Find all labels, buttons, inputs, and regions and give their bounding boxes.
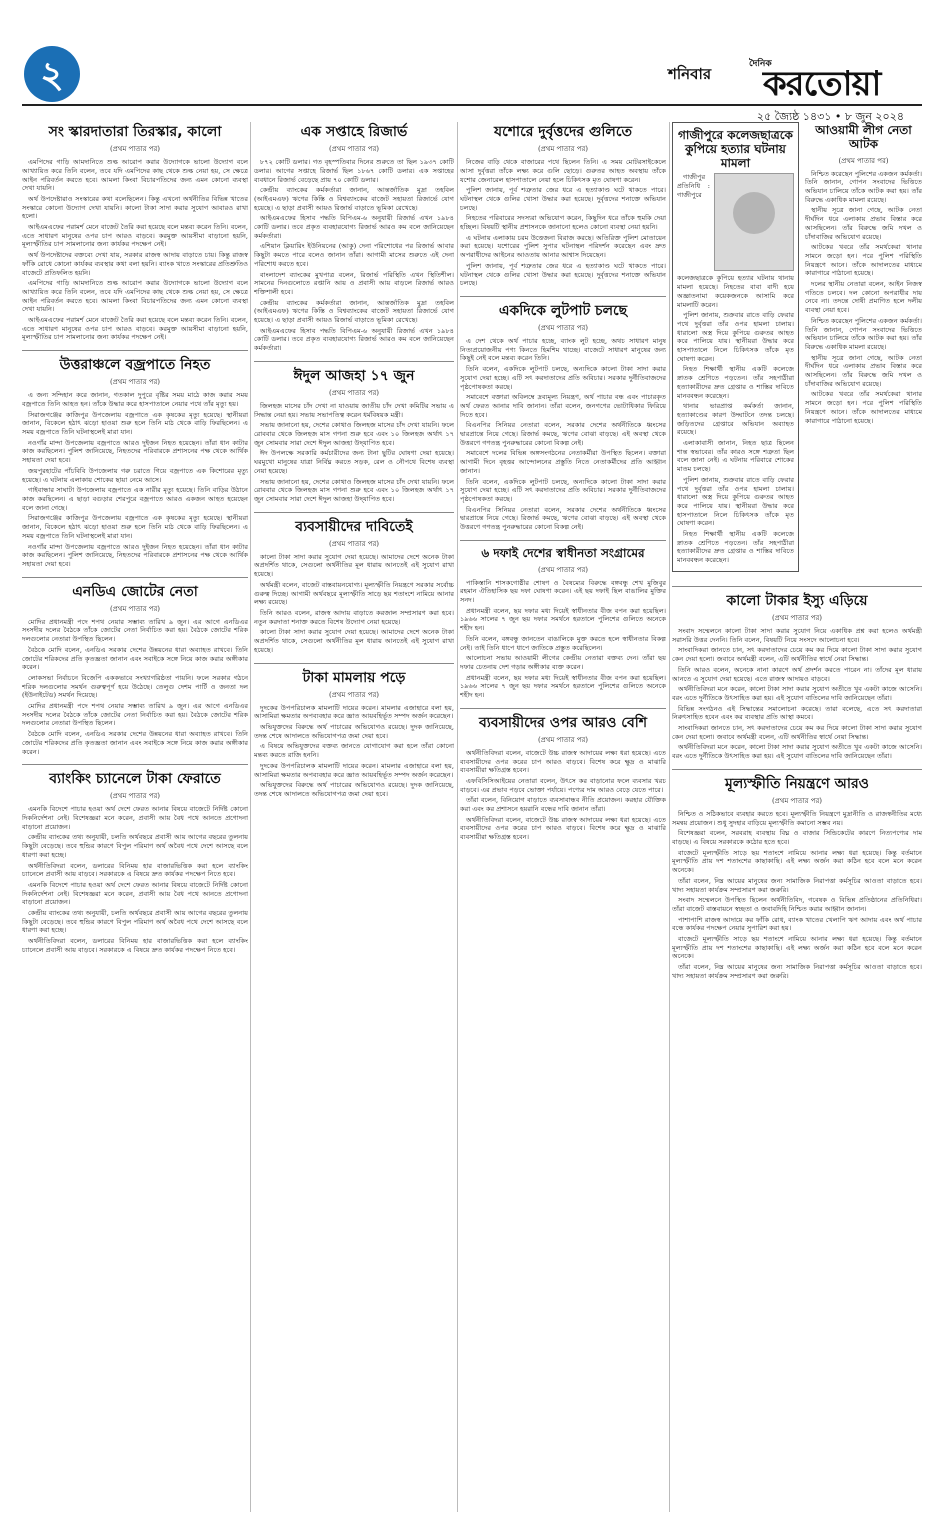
story-jessore-shooting [460,124,666,288]
story-reserve [254,124,454,353]
story-body [254,158,454,353]
story-continuation: (প্রথম পাতার পর) [537,565,589,574]
paragraph: অর্থমন্ত্রী বলেন, বাজেট বাস্তবায়নযোগ্য। মূল্যস্ফীতি নিয়ন্ত্রণে সরকার সর্বোচ্চ গুরুত্ব দিচ্ছে। আগামী অর্থবছরে মূল্যস্ফীতি সাড়ে ছয় শতাংশে নামিয়ে আনার লক্ষ্য রয়েছে। [254,580,454,607]
paragraph: বিএনপির সিনিয়র নেতারা বলেন, সরকার দেশের অর্থনীতিকে ধ্বংসের দ্বারপ্রান্তে নিয়ে গেছে। রিজার্ভ কমছে, ঋণের বোঝা বাড়ছে। এই অবস্থা থেকে উত্তরণে গণতন্ত্র পুনরুদ্ধারের কোনো বিকল্প নেই। [460,505,666,532]
paragraph: আইএমএফের পরামর্শ মেনে বাজেট তৈরি করা হয়েছে বলে মন্তব্য করেন তিনি। বলেন, এতে সাধারণ মানুষের ওপর চাপ আরও বাড়বে। করমুক্ত আয়সীমা বাড়ানো হয়নি, মূল্যস্ফীতির চাপ সামলানোর জন্য কার্যকর পদক্ষেপ নেই। [22,316,248,342]
story-money-case [254,670,454,799]
paragraph: অর্থনীতিবিদরা বলেন, ডলারের বিনিময় হার বাজারভিত্তিক করা হলে ব্যাংকিং চ্যানেলে প্রবাসী আয় বাড়বে। সরকারকে এ বিষয়ে দ্রুত কার্যকর পদক্ষেপ নিতে হবে। [22,861,248,879]
logo-title: করতোয়া [763,64,881,104]
paragraph: বৈঠকে মোদি বলেন, এনডিএ সরকার দেশের উন্নয়নের ধারা অব্যাহত রাখবে। তিনি জোটের শরিকদের প্রতি কৃতজ্ঞতা জানান এবং সবাইকে সঙ্গে নিয়ে কাজ করার অঙ্গীকার করেন। [22,730,248,756]
story-body [672,627,922,761]
paragraph: দলের স্থানীয় নেতারা বলেন, আইন নিজস্ব গতিতে চলবে। দল কোনো অপরাধীর দায় নেবে না। তদন্তে দোষী প্রমাণিত হলে দলীয় ব্যবস্থা নেয়া হবে। [805,280,922,315]
story-reform-criticism [22,124,248,342]
paragraph: তাঁরা বলেন, নিম্ন আয়ের মানুষের জন্য সামাজিক নিরাপত্তা কর্মসূচির আওতা বাড়াতে হবে। খাদ্য সহায়তা কার্যক্রম সম্প্রসারণ করা জরুরি। [672,963,922,980]
paragraph: প্রধানমন্ত্রী বলেন, ছয় দফার মধ্য দিয়েই স্বাধীনতার বীজ বপন করা হয়েছিল। ১৯৬৬ সালের ৭ জুন ছয় দফার সমর্থনে হরতালে পুলিশের গুলিতে অনেকে শহীদ হন। [460,606,666,633]
paragraph: সমাবেশে বক্তারা অবিলম্বে দ্রব্যমূল্য নিয়ন্ত্রণ, অর্থ পাচার বন্ধ এবং পাচারকৃত অর্থ ফেরত আনার দাবি জানান। তাঁরা বলেন, জনগণের ভোটাধিকার ফিরিয়ে দিতে হবে। [460,393,666,419]
paragraph: আটকের খবরে তাঁর সমর্থকেরা থানার সামনে জড়ো হন। পরে পুলিশ পরিস্থিতি নিয়ন্ত্রণে আনে। তাঁকে আদালতের মাধ্যমে কারাগারে পাঠানো হয়েছে। [805,390,922,425]
paragraph: পুলিশ জানায়, পূর্ব শত্রুতার জের ধরে এ হত্যাকাণ্ড ঘটে থাকতে পারে। ঘটনাস্থল থেকে গুলির খোসা উদ্ধার করা হয়েছে। দুর্বৃত্তদের শনাক্তে অভিযান চলছে। [460,261,666,288]
paragraph: বিভিন্ন সংগঠনও এই সিদ্ধান্তের সমালোচনা করেছে। তারা বলেছে, এতে সৎ করদাতারা নিরুৎসাহিত হবেন এবং কর ব্যবস্থার প্রতি আস্থা কমবে। [672,704,922,722]
story-eid [254,368,454,504]
story-continuation: (প্রথম পাতার পর) [537,145,589,154]
paragraph: এমনকি বিদেশে পাচার হওয়া অর্থ দেশে ফেরত আনার বিষয়ে বাজেটে নির্দিষ্ট কোনো দিকনির্দেশনা নেই। বিশেষজ্ঞরা মনে করেন, প্রবাসী আয় বৈধ পথে আনতে প্রণোদনা বাড়ানো প্রয়োজন। [22,805,248,831]
column-divider [669,122,670,1512]
paragraph: কেন্দ্রীয় ব্যাংকের তথ্য অনুযায়ী, চলতি অর্থবছরে প্রবাসী আয় আগের বছরের তুলনায় কিছুটা বেড়েছে। তবে হুন্ডির কারণে বিপুল পরিমাণ অর্থ অবৈধ পথে দেশে আসছে বলে ধারণা করা হচ্ছে। [22,909,248,935]
story-body [460,749,666,842]
paragraph: এমপিদের গাড়ি আমদানিতে শুল্ক আরোপ করার উদ্যোগকে ভালো উদ্যোগ বলে আখ্যায়িত করে তিনি বলেন, তবে যদি এমপিদের কাছ থেকে শুল্ক নেয়া হয়, সে ক্ষেত্রে আইন পরিবর্তন করতে হবে। আমলা কিংবা বিচারপতিদের জন্য এমন কোনো ব্যবস্থা দেখা যায়নি। [22,158,248,193]
story-headline: সং স্কারদাতারা তিরস্কার, কালো [48,124,222,140]
story-gazipur-murder [672,122,799,572]
paragraph: বাজেটে মূল্যস্ফীতি সাড়ে ছয় শতাংশে নামিয়ে আনার লক্ষ্য ধরা হয়েছে। কিন্তু বর্তমানে মূল্যস্ফীতি প্রায় দশ শতাংশের কাছাকাছি। এই লক্ষ্য অর্জন করা কঠিন হবে বলে মনে করেন অনেকে। [672,848,922,875]
paragraph: অর্থনীতিবিদরা বলেন, বাজেটে উচ্চ রাজস্ব আদায়ের লক্ষ্য ধরা হয়েছে। এতে ব্যবসায়ীদের ওপর করের চাপ আরও বাড়বে। বিশেষ করে ক্ষুদ্র ও মাঝারি ব্যবসায়ীরা ক্ষতিগ্রস্ত হবেন। [460,748,666,775]
paragraph: বাংলাদেশ ব্যাংকের মুখপাত্র বলেন, রিজার্ভ পরিস্থিতি এখন স্থিতিশীল। সামনের দিনগুলোতে রপ্তানি আয় ও প্রবাসী আয় বাড়লে রিজার্ভ আরও শক্তিশালী হবে। [254,270,454,296]
story-headline: ব্যবসায়ীদের দাবিতেই [295,518,413,535]
paragraph: আটকের খবরে তাঁর সমর্থকেরা থানার সামনে জড়ো হন। পরে পুলিশ পরিস্থিতি নিয়ন্ত্রণে আনে। তাঁকে আদালতের মাধ্যমে কারাগারে পাঠানো হয়েছে। [805,243,922,278]
paragraph: গাইবান্ধার সাঘাটা উপজেলায় বজ্রপাতে এক নারীর মৃত্যু হয়েছে। তিনি বাড়ির উঠানে কাজ করছিলেন। এ ছাড়া বগুড়ার শেরপুরে বজ্রপাতে আরও একজন আহত হয়েছেন বলে জানা গেছে। [22,486,248,512]
story-six-point [460,547,666,700]
story-business-demand [254,519,454,655]
paragraph: আলোচনা সভায় আওয়ামী লীগের কেন্দ্রীয় নেতারা বক্তব্য দেন। তাঁরা ছয় দফার চেতনায় দেশ গড়ার অঙ্গীকার ব্যক্ত করেন। [460,654,666,671]
story-body [22,618,248,757]
column-4 [672,122,922,1512]
paragraph: অর্থনীতিবিদরা মনে করেন, কালো টাকা সাদা করার সুযোগ অতীতে খুব একটা কাজে আসেনি। বরং এতে দুর্নীতিকে উৎসাহিত করা হয়। এই সুযোগ বাতিলের দাবি জানিয়েছেন তাঁরা। [672,743,922,761]
story-black-money [672,593,922,761]
date-rule [22,104,922,123]
story-continuation: (প্রথম পাতার পর) [109,145,161,154]
paragraph: পুলিশ জানায়, শুক্রবার রাতে বাড়ি ফেরার পথে দুর্বৃত্তরা তাঁর ওপর হামলা চালায়। ধারালো অস্ত্র দিয়ে কুপিয়ে গুরুতর আহত করে পালিয়ে যায়। স্থানীয়রা উদ্ধার করে হাসপাতালে নিলে চিকিৎসক তাঁকে মৃত ঘোষণা করেন। [677,311,794,363]
paragraph: পাশাপাশি রাজস্ব আদায়ে কর ফাঁকি রোধ, ব্যাংক খাতের খেলাপি ঋণ আদায় এবং অর্থ পাচার বন্ধে কার্যকর পদক্ষেপ নেয়ার সুপারিশ করা হয়। [672,915,922,933]
paragraph: কালো টাকা সাদা করার সুযোগ দেয়া হয়েছে। আমাদের দেশে অনেক টাকা অপ্রদর্শিত থাকে, সেগুলো অর্থনীতির মূল ধারায় আনতেই এই সুযোগ রাখা হয়েছে। [254,628,454,654]
paragraph: অভিযুক্তদের বিরুদ্ধে অর্থ পাচারের অভিযোগও রয়েছে। দুদক জানিয়েছে, তদন্ত শেষে আদালতে অভিযোগপত্র জমা দেয়া হবে। [254,781,454,798]
paragraph: নিশ্চিত করেছেন পুলিশের একজন কর্মকর্তা। তিনি জানান, গোপন সংবাদের ভিত্তিতে অভিযান চালিয়ে তাঁকে আটক করা হয়। তাঁর বিরুদ্ধে একাধিক মামলা রয়েছে। [805,316,922,351]
paragraph: সংবাদ সম্মেলনে উপস্থিত ছিলেন অর্থনীতিবিদ, গবেষক ও বিভিন্ন প্রতিষ্ঠানের প্রতিনিধিরা। তাঁরা বাজেট বাস্তবায়নে স্বচ্ছতা ও জবাবদিহি নিশ্চিত করার আহ্বান জানান। [672,896,922,913]
story-continuation: (প্রথম পাতার পর) [328,539,380,548]
paragraph: বিএনপির সিনিয়র নেতারা বলেন, সরকার দেশের অর্থনীতিকে ধ্বংসের দ্বারপ্রান্তে নিয়ে গেছে। রিজার্ভ কমছে, ঋণের বোঝা বাড়ছে। এই অবস্থা থেকে উত্তরণে গণতন্ত্র পুনরুদ্ধারের কোনো বিকল্প নেই। [460,421,666,447]
divider [460,296,666,297]
paragraph: নিহতের পরিবারের সদস্যরা অভিযোগ করেন, কিছুদিন ধরে তাঁকে হুমকি দেয়া হচ্ছিল। বিষয়টি স্থানীয় প্রশাসনকে জানানো হলেও কোনো ব্যবস্থা নেয়া হয়নি। [460,214,666,232]
column-1 [22,122,248,1512]
weekday: শনিবার [668,65,712,83]
story-continuation: (প্রথম পাতার পর) [771,796,823,805]
divider [672,769,922,770]
story-headline: একদিকে লুটপাট চলছে [498,302,628,319]
story-continuation: (প্রথম পাতার পর) [109,604,161,613]
column-divider [457,122,458,1512]
divider [22,764,248,765]
paragraph: আইএমএফের হিসাব পদ্ধতি বিপিএম-৬ অনুযায়ী রিজার্ভ এখন ১৯৮৪ কোটি ডলার। তবে প্রকৃত ব্যবহারযোগ্য রিজার্ভ আরও কম বলে জানিয়েছেন কর্মকর্তারা। [254,214,454,240]
paragraph: সংবাদ সম্মেলনে কালো টাকা সাদা করার সুযোগ নিয়ে একাধিক প্রশ্ন করা হলেও অর্থমন্ত্রী সরাসরি উত্তর দেননি। তিনি বলেন, বিষয়টি নিয়ে সংসদে আলোচনা হবে। [672,626,922,644]
paragraph: স্থানীয় সূত্রে জানা গেছে, আটক নেতা দীর্ঘদিন ধরে এলাকায় প্রভাব বিস্তার করে আসছিলেন। তাঁর বিরুদ্ধে জমি দখল ও চাঁদাবাজির অভিযোগ রয়েছে। [805,353,922,388]
divider [22,577,248,578]
paragraph: কেন্দ্রীয় ব্যাংকের কর্মকর্তারা জানান, আন্তর্জাতিক মুদ্রা তহবিল (আইএমএফ) ঋণের কিস্তি ও বিশ্বব্যাংকের বাজেট সহায়তা রিজার্ভে যোগ হয়েছে। এ ছাড়া প্রবাসী আয়ও রিজার্ভ বাড়াতে ভূমিকা রেখেছে। [254,186,454,212]
paragraph: এফবিসিসিআইয়ের নেতারা বলেন, উৎসে কর বাড়ানোর ফলে ব্যবসার খরচ বাড়বে। এর প্রভাব পড়বে ভোক্তা পর্যায়ে। পণ্যের দাম আরও বেড়ে যেতে পারে। [460,776,666,794]
story-looting [460,303,666,532]
divider [672,586,922,587]
story-continuation: (প্রথম পাতার পর) [537,735,589,744]
paragraph: দুদকের উপপরিচালক মামলাটি দায়ের করেন। মামলার এজাহারে বলা হয়, আসামিরা ক্ষমতার অপব্যবহার করে জ্ঞাত আয়বহির্ভূত সম্পদ অর্জন করেছেন। [254,761,454,779]
divider [460,540,666,541]
divider [254,361,454,362]
paragraph: গাজীপুর প্রতিনিধি : গাজীপুরে কলেজছাত্রকে কুপিয়ে হত্যার ঘটনায় থানায় মামলা হয়েছে। নিহতের বাবা বাদী হয়ে অজ্ঞাতনামা কয়েকজনকে আসামি করে মামলাটি করেন। [677,173,794,309]
column-2 [254,122,454,1512]
paragraph: এশিয়ান ক্লিয়ারিং ইউনিয়নের (আকু) দেনা পরিশোধের পর রিজার্ভ আবার কিছুটা কমতে পারে বলেও জানান তাঁরা। আগামী মাসের শুরুতে এই দেনা পরিশোধ করতে হবে। [254,242,454,268]
story-continuation: (প্রথম পাতার পর) [537,324,589,333]
story-continuation: (প্রথম পাতার পর) [838,156,889,165]
divider [254,663,454,664]
story-headline: আওয়ামী লীগ নেতা আটক [815,123,912,151]
paragraph: এ জন্য সন্দিহান করে জানান, গতকাল দুপুরে বৃষ্টির সময় মাঠে কাজ করার সময় বজ্রপাতে তিনি আহত হন। তাঁকে উদ্ধার করে হাসপাতালে নেয়ার পথে তাঁর মৃত্যু হয়। [22,391,248,408]
story-business-pressure [460,715,666,842]
story-continuation: (প্রথম পাতার পর) [328,690,380,699]
paragraph: নওগাঁর মান্দা উপজেলায় বজ্রপাতে আরও দুইজন নিহত হয়েছেন। তাঁরা ধান কাটার কাজ করছিলেন। পুলিশ জানিয়েছে, নিহতদের পরিবারকে প্রশাসনের পক্ষ থেকে আর্থিক সহায়তা দেয়া হবে। [22,438,248,465]
paragraph: অর্থ উপদেষ্টাদের বক্তব্যে দেখা যায়, সরকার রাজস্ব আদায় বাড়াতে চায়। কিন্তু রাজস্ব ফাঁকি রোধে কোনো কার্যকর ব্যবস্থার কথা বলা হয়নি। ব্যাংক খাতে সংস্কারের প্রতিশ্রুতিও বাজেটে প্রতিফলিত হয়নি। [22,251,248,277]
story-continuation: (প্রথম পাতার পর) [328,145,380,154]
story-headline: মূল্যস্ফীতি নিয়ন্ত্রণে আরও [725,775,869,792]
story-headline: ঈদুল আজহা ১৭ জুন [293,367,415,384]
paragraph: ঈদ উপলক্ষে সরকারি কর্মচারীদের জন্য টানা ছুটির ঘোষণা দেয়া হয়েছে। ঘরমুখো মানুষের যাত্রা নির্বিঘ্ন করতে সড়ক, রেল ও নৌপথে বিশেষ ব্যবস্থা নেয়া হয়েছে। [254,449,454,475]
story-body [460,158,666,288]
paragraph: পাকিস্তানি শাসকগোষ্ঠীর শোষণ ও বৈষম্যের বিরুদ্ধে বঙ্গবন্ধু শেখ মুজিবুর রহমান ঐতিহাসিক ছয় দফা ঘোষণা করেন। এই ছয় দফাই ছিল বাঙালির মুক্তির সনদ। [460,578,666,604]
story-body [460,579,666,700]
column-divider [250,122,251,1512]
paragraph: থানার ভারপ্রাপ্ত কর্মকর্তা জানান, হত্যাকাণ্ডের কারণ উদ্ঘাটনে তদন্ত চলছে। জড়িতদের গ্রেপ্তারে অভিযান অব্যাহত রয়েছে। [677,402,794,437]
paragraph: এমনকি বিদেশে পাচার হওয়া অর্থ দেশে ফেরত আনার বিষয়ে বাজেটে নির্দিষ্ট কোনো দিকনির্দেশনা নেই। বিশেষজ্ঞরা মনে করেন, প্রবাসী আয় বৈধ পথে আনতে প্রণোদনা বাড়ানো প্রয়োজন। [22,880,248,907]
news-photo [714,173,794,271]
paragraph: নিশ্চিত ও সঠিকভাবে ব্যবহার করতে হবে। মূল্যস্ফীতি নিয়ন্ত্রণে মুদ্রানীতি ও রাজস্বনীতির মধ্যে সমন্বয় প্রয়োজন। শুধু সুদহার বাড়িয়ে মূল্যস্ফীতি কমানো সম্ভব নয়। [672,809,922,827]
paragraph: নিশ্চিত করেছেন পুলিশের একজন কর্মকর্তা। তিনি জানান, গোপন সংবাদের ভিত্তিতে অভিযান চালিয়ে তাঁকে আটক করা হয়। তাঁর বিরুদ্ধে একাধিক মামলা রয়েছে। [805,169,922,204]
story-continuation: (প্রথম পাতার পর) [328,388,380,397]
paragraph: নিহত শিক্ষার্থী স্থানীয় একটি কলেজে স্নাতক শ্রেণিতে পড়তেন। তাঁর সহপাঠীরা হত্যাকারীদের দ্রুত গ্রেপ্তার ও শাস্তির দাবিতে মানববন্ধন করেছেন। [677,365,794,400]
paragraph: অর্থনীতিবিদরা বলেন, বাজেটে উচ্চ রাজস্ব আদায়ের লক্ষ্য ধরা হয়েছে। এতে ব্যবসায়ীদের ওপর করের চাপ আরও বাড়বে। বিশেষ করে ক্ষুদ্র ও মাঝারি ব্যবসায়ীরা ক্ষতিগ্রস্ত হবেন। [460,815,666,842]
page-number: ২ [40,55,64,96]
paragraph: সাংবাদিকরা জানতে চান, সৎ করদাতাদের চেয়ে কম কর দিয়ে কালো টাকা সাদা করার সুযোগ কেন দেয়া হলো। জবাবে অর্থমন্ত্রী বলেন, এটি অর্থনীতির স্বার্থে নেয়া সিদ্ধান্ত। [672,646,922,664]
story-headline: এক সপ্তাহে রিজার্ভ [300,124,408,140]
story-awami-arrest [805,122,922,572]
story-inflation [672,776,922,981]
story-body [254,402,454,504]
divider [254,512,454,513]
paragraph: এ দেশ থেকে অর্থ পাচার হচ্ছে, ব্যাংক লুট হচ্ছে, অথচ সাধারণ মানুষ নিত্যপ্রয়োজনীয় পণ্য কিনতে হিমশিম খাচ্ছে। বাজেটে সাধারণ মানুষের জন্য কিছুই নেই বলে মন্তব্য করেন তিনি। [460,337,666,363]
paragraph: এ ঘটনায় এলাকায় চরম উত্তেজনা বিরাজ করছে। অতিরিক্ত পুলিশ মোতায়েন করা হয়েছে। যশোরের পুলিশ সুপার ঘটনাস্থল পরিদর্শন করেছেন এবং দ্রুত অপরাধীদের আইনের আওতায় আনার আশ্বাস দিয়েছেন। [460,233,666,260]
story-headline: ৬ দফাই দেশের স্বাধীনতা সংগ্রামের [481,545,645,560]
paragraph: আইএমএফের পরামর্শ মেনে বাজেট তৈরি করা হয়েছে বলে মন্তব্য করেন তিনি। বলেন, এতে সাধারণ মানুষের ওপর চাপ আরও বাড়বে। করমুক্ত আয়সীমা বাড়ানো হয়নি, মূল্যস্ফীতির চাপ সামলানোর জন্য কার্যকর পদক্ষেপ নেই। [22,223,248,249]
paragraph: এমপিদের গাড়ি আমদানিতে শুল্ক আরোপ করার উদ্যোগকে ভালো উদ্যোগ বলে আখ্যায়িত করে তিনি বলেন, তবে যদি এমপিদের কাছ থেকে শুল্ক নেয়া হয়, সে ক্ষেত্রে আইন পরিবর্তন করতে হবে। আমলা কিংবা বিচারপতিদের জন্য এমন কোনো ব্যবস্থা দেখা যায়নি। [22,279,248,314]
story-body [254,553,454,655]
paragraph: তাঁরা বলেন, বিনিয়োগ বাড়াতে ব্যবসাবান্ধব নীতি প্রয়োজন। করহার যৌক্তিক করা এবং কর প্রশাসনে হয়রানি বন্ধের দাবি জানান তাঁরা। [460,796,666,814]
story-banking-channel [22,771,248,954]
story-headline: ব্যাংকিং চ্যানেলে টাকা ফেরাতে [49,771,221,788]
story-body [254,704,454,799]
paragraph: সাংবাদিকরা জানতে চান, সৎ করদাতাদের চেয়ে কম কর দিয়ে কালো টাকা সাদা করার সুযোগ কেন দেয়া হলো। জবাবে অর্থমন্ত্রী বলেন, এটি অর্থনীতির স্বার্থে নেয়া সিদ্ধান্ত। [672,724,922,741]
paragraph: কেন্দ্রীয় ব্যাংকের তথ্য অনুযায়ী, চলতি অর্থবছরে প্রবাসী আয় আগের বছরের তুলনায় কিছুটা বেড়েছে। তবে হুন্ডির কারণে বিপুল পরিমাণ অর্থ অবৈধ পথে দেশে আসছে বলে ধারণা করা হচ্ছে। [22,833,248,859]
paragraph: কেন্দ্রীয় ব্যাংকের কর্মকর্তারা জানান, আন্তর্জাতিক মুদ্রা তহবিল (আইএমএফ) ঋণের কিস্তি ও বিশ্বব্যাংকের বাজেট সহায়তা রিজার্ভে যোগ হয়েছে। এ ছাড়া প্রবাসী আয়ও রিজার্ভ বাড়াতে ভূমিকা রেখেছে। [254,298,454,325]
paragraph: এ বিষয়ে অভিযুক্তদের বক্তব্য জানতে যোগাযোগ করা হলে তাঁরা কোনো মন্তব্য করতে রাজি হননি। [254,742,454,760]
paragraph: নিজের বাড়ি থেকে বাজারের পথে ছিলেন তিনি। এ সময় মোটরসাইকেলে আসা দুর্বৃত্তরা তাঁকে লক্ষ্য করে গুলি ছোড়ে। গুরুতর আহত অবস্থায় তাঁকে যশোর জেনারেল হাসপাতালে নেয়া হলে চিকিৎসক মৃত ঘোষণা করেন। [460,158,666,184]
paragraph: তিনি বলেন, একদিকে লুটপাট চলছে, অন্যদিকে কালো টাকা সাদা করার সুযোগ দেয়া হচ্ছে। এটি সৎ করদাতাদের প্রতি অবিচার। সরকার দুর্নীতিবাজদের পৃষ্ঠপোষকতা করছে। [460,365,666,391]
divider [22,350,248,351]
paragraph: তিনি আরও বলেন, রাজস্ব আদায় বাড়াতে করজাল সম্প্রসারণ করা হবে। নতুন করদাতা শনাক্ত করতে বিশেষ উদ্যোগ নেয়া হয়েছে। [254,609,454,626]
paragraph: অর্থনীতিবিদরা বলেন, ডলারের বিনিময় হার বাজারভিত্তিক করা হলে ব্যাংকিং চ্যানেলে প্রবাসী আয় বাড়বে। সরকারকে এ বিষয়ে দ্রুত কার্যকর পদক্ষেপ নিতে হবে। [22,937,248,954]
story-continuation: (প্রথম পাতার পর) [771,613,823,622]
paragraph: সমাবেশে দলের বিভিন্ন অঙ্গসংগঠনের নেতাকর্মীরা উপস্থিত ছিলেন। বক্তারা আগামী দিনে বৃহত্তর আন্দোলনের প্রস্তুতি নিতে নেতাকর্মীদের প্রতি আহ্বান জানান। [460,449,666,475]
story-headline: গাজীপুরে কলেজছাত্রকে কুপিয়ে হত্যার ঘটনায় মামলা [678,128,793,170]
paragraph: তাঁরা বলেন, নিম্ন আয়ের মানুষের জন্য সামাজিক নিরাপত্তা কর্মসূচির আওতা বাড়াতে হবে। খাদ্য সহায়তা কার্যক্রম সম্প্রসারণ করা জরুরি। [672,876,922,894]
story-nda-leader [22,584,248,757]
paragraph: পুলিশ জানায়, পূর্ব শত্রুতার জের ধরে এ হত্যাকাণ্ড ঘটে থাকতে পারে। ঘটনাস্থল থেকে গুলির খোসা উদ্ধার করা হয়েছে। দুর্বৃত্তদের শনাক্তে অভিযান চলছে। [460,186,666,212]
paragraph: জয়পুরহাটের পাঁচবিবি উপজেলায় গরু চরাতে গিয়ে বজ্রপাতে এক কিশোরের মৃত্যু হয়েছে। এ ঘটনায় এলাকায় শোকের ছায়া নেমে আসে। [22,466,248,484]
page-number-badge [22,44,82,104]
story-body [22,391,248,568]
logo-prefix: দৈনিক [749,59,772,69]
top-stories-row [672,122,922,580]
story-body [460,337,666,532]
paragraph: নিহত শিক্ষার্থী স্থানীয় একটি কলেজে স্নাতক শ্রেণিতে পড়তেন। তাঁর সহপাঠীরা হত্যাকারীদের দ্রুত গ্রেপ্তার ও শাস্তির দাবিতে মানববন্ধন করেছেন। [677,530,794,565]
paragraph: অর্থনীতিবিদরা মনে করেন, কালো টাকা সাদা করার সুযোগ অতীতে খুব একটা কাজে আসেনি। বরং এতে দুর্নীতিকে উৎসাহিত করা হয়। এই সুযোগ বাতিলের দাবি জানিয়েছেন তাঁরা। [672,685,922,702]
paragraph: সভায় জানানো হয়, দেশের কোথাও জিলহজ মাসের চাঁদ দেখা যায়নি। ফলে রোববার থেকে জিলহজ মাস গণনা শুরু হবে এবং ১০ জিলহজ অর্থাৎ ১৭ জুন সোমবার সারা দেশে ঈদুল আজহা উদ্‌যাপিত হবে। [254,421,454,447]
column-3 [460,122,666,1512]
paragraph: মোদির প্রধানমন্ত্রী পদে শপথ নেয়ার সম্ভাব্য তারিখ ৯ জুন। এর আগে এনডিএর সংসদীয় দলের বৈঠকে তাঁকে জোটের নেতা নির্বাচিত করা হয়। বৈঠকে জোটের শরিক দলগুলোর নেতারা উপস্থিত ছিলেন। [22,702,248,728]
paragraph: তিনি বলেন, একদিকে লুটপাট চলছে, অন্যদিকে কালো টাকা সাদা করার সুযোগ দেয়া হচ্ছে। এটি সৎ করদাতাদের প্রতি অবিচার। সরকার দুর্নীতিবাজদের পৃষ্ঠপোষকতা করছে। [460,477,666,503]
paragraph: মোদির প্রধানমন্ত্রী পদে শপথ নেয়ার সম্ভাব্য তারিখ ৯ জুন। এর আগে এনডিএর সংসদীয় দলের বৈঠকে তাঁকে জোটের নেতা নির্বাচিত করা হয়। বৈঠকে জোটের শরিক দলগুলোর নেতারা উপস্থিত ছিলেন। [22,617,248,644]
issue-date: ২৫ জ্যৈষ্ঠ ১৪৩১ • ৮ জুন ২০২৪ [751,108,904,127]
story-headline: যশোরে দুর্বৃত্তদের গুলিতে [494,124,632,140]
page-number-circle-icon [22,44,82,104]
paragraph: এলাকাবাসী জানান, নিহত ছাত্র ছিলেন শান্ত স্বভাবের। তাঁর কারও সঙ্গে শত্রুতা ছিল বলে জানা নেই। এ ঘটনায় পরিবারে শোকের মাতম চলছে। [677,439,794,474]
paragraph: তিনি আরও বলেন, অনেকে নানা কারণে অর্থ প্রদর্শন করতে পারেন না। তাঁদের মূল ধারায় আনতে এ সুযোগ দেয়া হয়েছে। এতে রাজস্ব আদায়ও বাড়বে। [672,665,922,683]
paragraph: লোকসভা নির্বাচনে বিজেপি এককভাবে সংখ্যাগরিষ্ঠতা পায়নি। ফলে সরকার গঠনে শরিক দলগুলোর সমর্থন গুরুত্বপূর্ণ হয়ে উঠেছে। তেলুগু দেশম পার্টি ও জনতা দল (ইউনাইটেড) সমর্থন দিয়েছে। [22,673,248,700]
story-continuation: (প্রথম পাতার পর) [109,792,161,801]
paragraph: পুলিশ জানায়, শুক্রবার রাতে বাড়ি ফেরার পথে দুর্বৃত্তরা তাঁর ওপর হামলা চালায়। ধারালো অস্ত্র দিয়ে কুপিয়ে গুরুতর আহত করে পালিয়ে যায়। স্থানীয়রা উদ্ধার করে হাসপাতালে নিলে চিকিৎসক তাঁকে মৃত ঘোষণা করেন। [677,475,794,528]
story-headline: টাকা মামলায় পড়ে [302,669,406,686]
paragraph: কালো টাকা সাদা করার সুযোগ দেয়া হয়েছে। আমাদের দেশে অনেক টাকা অপ্রদর্শিত থাকে, সেগুলো অর্থনীতির মূল ধারায় আনতেই এই সুযোগ রাখা হয়েছে। [254,552,454,579]
story-body [805,170,922,426]
paragraph: সিরাজগঞ্জের কাজিপুর উপজেলায় বজ্রপাতে এক কৃষকের মৃত্যু হয়েছে। স্থানীয়রা জানান, বিকেলে হঠাৎ ঝড়ো হাওয়া শুরু হলে তিনি মাঠ থেকে বাড়ি ফিরছিলেন। এ সময় বজ্রপাতে তিনি ঘটনাস্থলেই মারা যান। [22,514,248,540]
paragraph: অভিযুক্তদের বিরুদ্ধে অর্থ পাচারের অভিযোগও রয়েছে। দুদক জানিয়েছে, তদন্ত শেষে আদালতে অভিযোগপত্র জমা দেয়া হবে। [254,723,454,740]
paragraph: আইএমএফের হিসাব পদ্ধতি বিপিএম-৬ অনুযায়ী রিজার্ভ এখন ১৯৮৪ কোটি ডলার। তবে প্রকৃত ব্যবহারযোগ্য রিজার্ভ আরও কম বলে জানিয়েছেন কর্মকর্তারা। [254,326,454,353]
story-body [22,805,248,954]
story-headline: ব্যবসায়ীদের ওপর আরও বেশি [478,714,648,731]
paragraph: স্থানীয় সূত্রে জানা গেছে, আটক নেতা দীর্ঘদিন ধরে এলাকায় প্রভাব বিস্তার করে আসছিলেন। তাঁর বিরুদ্ধে জমি দখল ও চাঁদাবাজির অভিযোগ রয়েছে। [805,206,922,241]
paragraph: বৈঠকে মোদি বলেন, এনডিএ সরকার দেশের উন্নয়নের ধারা অব্যাহত রাখবে। তিনি জোটের শরিকদের প্রতি কৃতজ্ঞতা জানান এবং সবাইকে সঙ্গে নিয়ে কাজ করার অঙ্গীকার করেন। [22,645,248,672]
story-headline: উত্তরাঞ্চলে বজ্রপাতে নিহত [59,357,211,374]
masthead [0,0,945,123]
paragraph: নওগাঁর মান্দা উপজেলায় বজ্রপাতে আরও দুইজন নিহত হয়েছেন। তাঁরা ধান কাটার কাজ করছিলেন। পুলিশ জানিয়েছে, নিহতদের পরিবারকে প্রশাসনের পক্ষ থেকে আর্থিক সহায়তা দেয়া হবে। [22,542,248,568]
paragraph: ৮৭২ কোটি ডলার। গত বৃহস্পতিবার দিনের শুরুতে তা ছিল ১৯৩৭ কোটি ডলার। আগের সপ্তাহে রিজার্ভ ছিল ১৮৬৭ কোটি ডলার। এক সপ্তাহের ব্যবধানে রিজার্ভ বেড়েছে প্রায় ৭০ কোটি ডলার। [254,158,454,184]
story-headline: এনডিএ জোটের নেতা [72,583,198,600]
paragraph: বিশেষজ্ঞরা বলেন, সরবরাহ ব্যবস্থায় বিঘ্ন ও বাজার সিন্ডিকেটের কারণে নিত্যপণ্যের দাম বাড়ছে। এ বিষয়ে সরকারকে কঠোর হতে হবে। [672,829,922,847]
divider [460,708,666,709]
paragraph: বাজেটে মূল্যস্ফীতি সাড়ে ছয় শতাংশে নামিয়ে আনার লক্ষ্য ধরা হয়েছে। কিন্তু বর্তমানে মূল্যস্ফীতি প্রায় দশ শতাংশের কাছাকাছি। এই লক্ষ্য অর্জন করা কঠিন হবে বলে মনে করেন অনেকে। [672,935,922,961]
story-body [22,158,248,342]
story-headline: কালো টাকার ইস্যু এড়িয়ে [726,592,868,609]
paragraph: দুদকের উপপরিচালক মামলাটি দায়ের করেন। মামলার এজাহারে বলা হয়, আসামিরা ক্ষমতার অপব্যবহার করে জ্ঞাত আয়বহির্ভূত সম্পদ অর্জন করেছেন। [254,703,454,721]
story-body [672,810,922,981]
paragraph: সিরাজগঞ্জের কাজিপুর উপজেলায় বজ্রপাতে এক কৃষকের মৃত্যু হয়েছে। স্থানীয়রা জানান, বিকেলে হঠাৎ ঝড়ো হাওয়া শুরু হলে তিনি মাঠ থেকে বাড়ি ফিরছিলেন। এ সময় বজ্রপাতে তিনি ঘটনাস্থলেই মারা যান। [22,410,248,437]
story-continuation: (প্রথম পাতার পর) [109,378,161,387]
paragraph: তিনি বলেন, বঙ্গবন্ধু জানতেন বাঙালিকে মুক্ত করতে হলে স্বাধীনতার বিকল্প নেই। তাই তিনি ধাপে ধাপে জাতিকে প্রস্তুত করেছিলেন। [460,634,666,652]
paragraph: সভায় জানানো হয়, দেশের কোথাও জিলহজ মাসের চাঁদ দেখা যায়নি। ফলে রোববার থেকে জিলহজ মাস গণনা শুরু হবে এবং ১০ জিলহজ অর্থাৎ ১৭ জুন সোমবার সারা দেশে ঈদুল আজহা উদ্‌যাপিত হবে। [254,477,454,503]
paragraph: প্রধানমন্ত্রী বলেন, ছয় দফার মধ্য দিয়েই স্বাধীনতার বীজ বপন করা হয়েছিল। ১৯৬৬ সালের ৭ জুন ছয় দফার সমর্থনে হরতালে পুলিশের গুলিতে অনেকে শহীদ হন। [460,673,666,700]
story-lightning-deaths [22,357,248,568]
paragraph: জিলহজ মাসের চাঁদ দেখা না যাওয়ায় জাতীয় চাঁদ দেখা কমিটির সভায় এ সিদ্ধান্ত নেয়া হয়। সভায় সভাপতিত্ব করেন ধর্মবিষয়ক মন্ত্রী। [254,401,454,419]
paragraph: অর্থ উপদেষ্টারাও সংস্কারের কথা বলেছিলেন। কিন্তু এখনো অর্থনীতির বিভিন্ন খাতের সংস্কারে কোনো উদ্যোগ দেখা যায়নি। কালো টাকা সাদা করার সুযোগ আবারও রাখা হলো। [22,194,248,221]
newspaper-logo [745,54,925,104]
